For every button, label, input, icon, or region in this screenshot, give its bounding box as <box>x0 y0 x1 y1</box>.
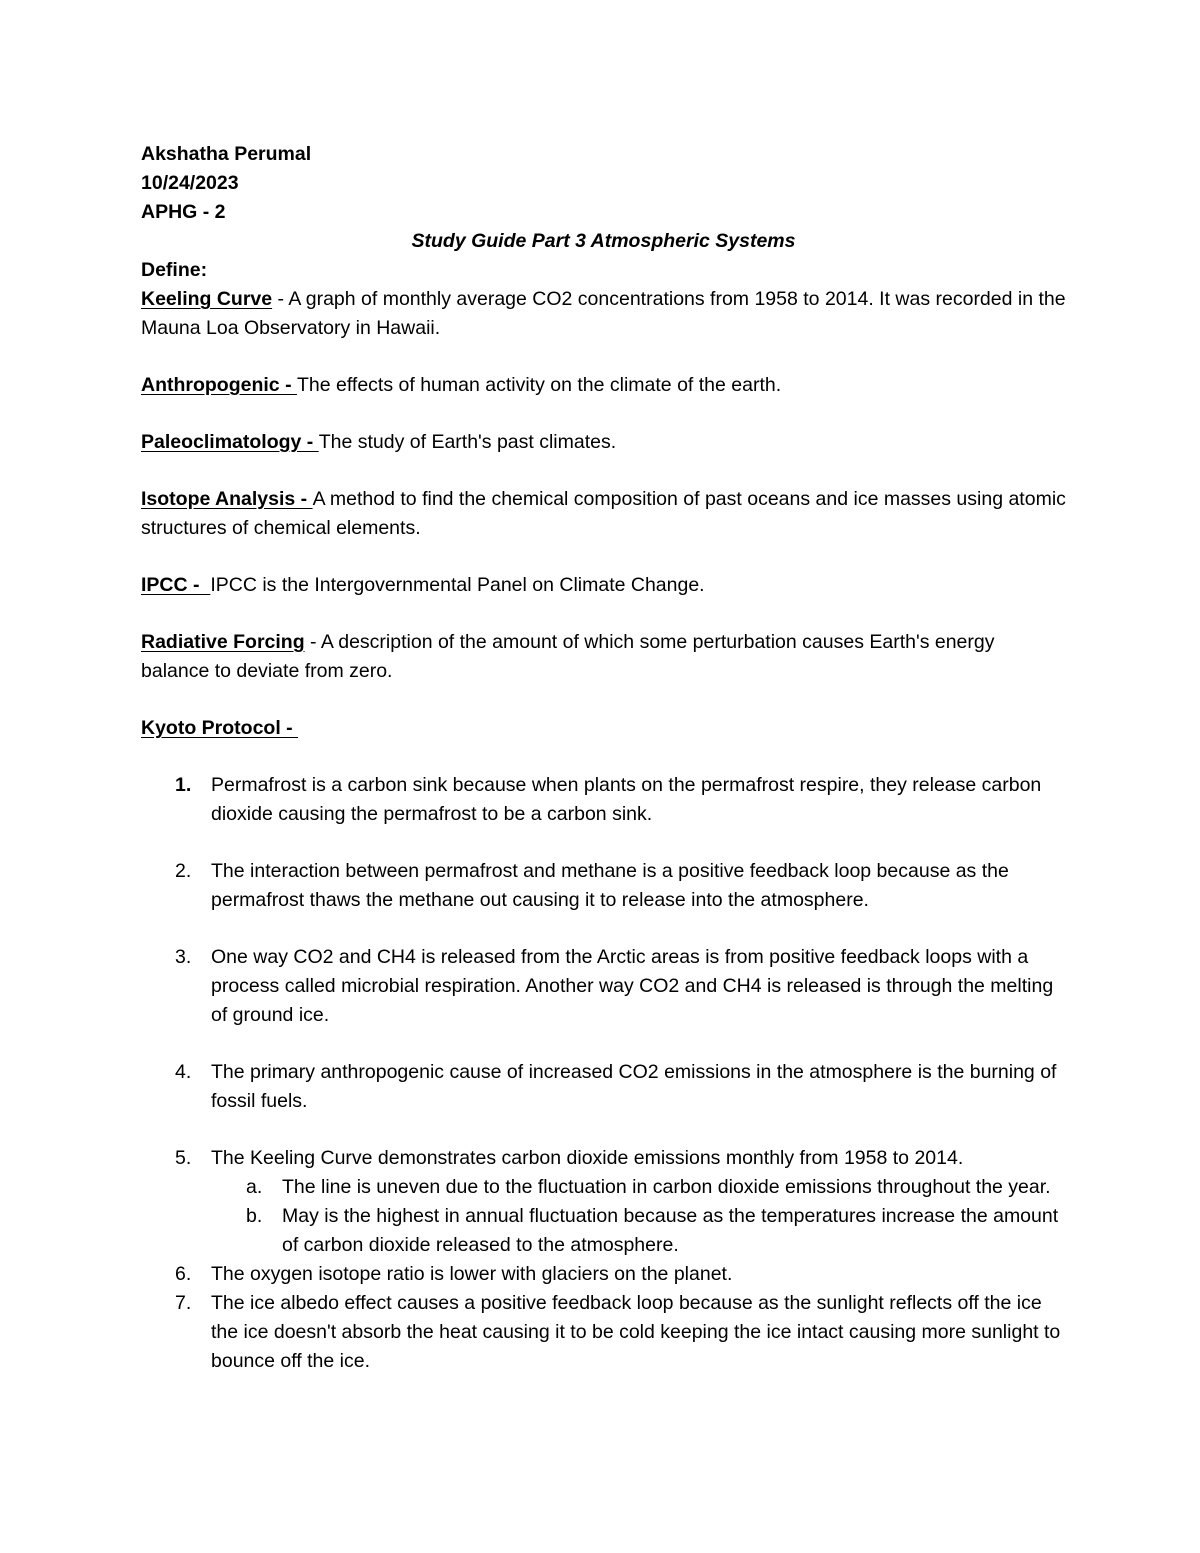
sub-answer-letter: b. <box>246 1205 263 1227</box>
document-page <box>141 140 1066 1376</box>
answer-item-4 <box>141 1058 1066 1116</box>
answer-number: 2. <box>175 860 192 882</box>
term-paleoclimatology <box>141 428 1066 457</box>
term-ipcc <box>141 571 1066 600</box>
author-name: Akshatha Perumal <box>141 143 312 165</box>
answer-text: The oxygen isotope ratio is lower with glaciers on the planet. <box>211 1263 733 1285</box>
document-date: 10/24/2023 <box>141 172 239 194</box>
term-isotope-analysis <box>141 485 1066 543</box>
term-anthropogenic <box>141 371 1066 400</box>
term-separator: - <box>304 631 321 653</box>
define-label: Define: <box>141 259 208 281</box>
answer-text: The primary anthropogenic cause of increased CO2 emissions in the atmosphere is the burning of fossil fuels. <box>211 1061 1057 1112</box>
term-separator: - <box>272 288 289 310</box>
sub-answer-item-b <box>211 1202 1066 1260</box>
sub-answer-letter: a. <box>246 1176 263 1198</box>
term-label: Anthropogenic - <box>141 374 297 396</box>
term-definition: A graph of monthly average CO2 concentrations from 1958 to 2014. It was recorded in the Mauna Loa Observatory in Hawaii. <box>141 288 1066 339</box>
answer-list <box>141 771 1066 1376</box>
term-keeling-curve <box>141 285 1066 343</box>
answer-text: One way CO2 and CH4 is released from the Arctic areas is from positive feedback loops with a process called microbial respiration. Another way CO2 and CH4 is released is through the melting of ground ice. <box>211 946 1054 1026</box>
term-definition: IPCC is the Intergovernmental Panel on Climate Change. <box>210 574 705 596</box>
answer-number: 5. <box>175 1147 192 1169</box>
answer-text: The ice albedo effect causes a positive feedback loop because as the sunlight reflects off the ice the ice doesn't absorb the heat causing it to be cold keeping the ice intact causing more sunlight to bounce off the ice. <box>211 1292 1061 1372</box>
answer-text: Permafrost is a carbon sink because when plants on the permafrost respire, they release carbon dioxide causing the permafrost to be a carbon sink. <box>211 774 1042 825</box>
answer-item-3 <box>141 943 1066 1030</box>
answer-text: The Keeling Curve demonstrates carbon dioxide emissions monthly from 1958 to 2014. <box>211 1147 964 1169</box>
answer-item-7 <box>141 1289 1066 1376</box>
class-period: APHG - 2 <box>141 201 226 223</box>
term-label: Kyoto Protocol - <box>141 717 299 739</box>
term-definition: A description of the amount of which some perturbation causes Earth's energy balance to deviate from zero. <box>141 631 995 682</box>
term-definition: The study of Earth's past climates. <box>318 431 617 453</box>
answer-number: 4. <box>175 1061 192 1083</box>
answer-item-1 <box>141 771 1066 829</box>
answer-number: 3. <box>175 946 192 968</box>
term-definition: A method to find the chemical composition of past oceans and ice masses using atomic structures of chemical elements. <box>141 488 1066 539</box>
term-radiative-forcing <box>141 628 1066 686</box>
term-label: Isotope Analysis - <box>141 488 313 510</box>
sub-answer-text: May is the highest in annual fluctuation because as the temperatures increase the amount of carbon dioxide released to the atmosphere. <box>282 1205 1059 1256</box>
answer-number: 7. <box>175 1292 192 1314</box>
sub-answer-list <box>211 1173 1066 1260</box>
answer-text: The interaction between permafrost and methane is a positive feedback loop because as the permafrost thaws the methane out causing it to release into the atmosphere. <box>211 860 1009 911</box>
answer-item-5 <box>141 1144 1066 1260</box>
answer-item-6 <box>141 1260 1066 1289</box>
answer-number: 6. <box>175 1263 192 1285</box>
term-label: Radiative Forcing <box>141 631 305 653</box>
term-definition: The effects of human activity on the climate of the earth. <box>296 374 782 396</box>
answer-number: 1. <box>175 774 192 796</box>
term-label: Paleoclimatology - <box>141 431 319 453</box>
term-kyoto-protocol <box>141 714 1066 743</box>
document-title: Study Guide Part 3 Atmospheric Systems <box>411 230 796 252</box>
term-label: IPCC - <box>141 574 211 596</box>
sub-answer-item-a <box>211 1173 1066 1202</box>
answer-item-2 <box>141 857 1066 915</box>
sub-answer-text: The line is uneven due to the fluctuation in carbon dioxide emissions throughout the year. <box>282 1176 1051 1198</box>
term-label: Keeling Curve <box>141 288 273 310</box>
